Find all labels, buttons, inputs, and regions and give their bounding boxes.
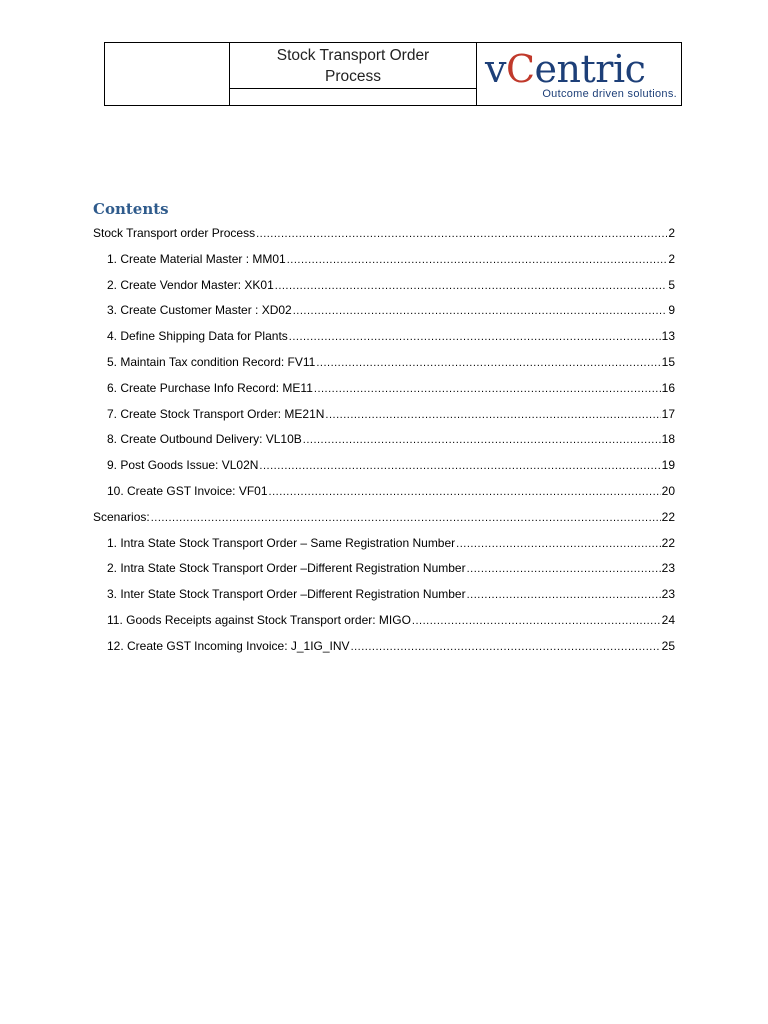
toc-entry[interactable] (93, 276, 675, 302)
toc-entry-page[interactable]: 2 (668, 226, 675, 240)
toc-entry-page[interactable]: 19 (661, 458, 675, 473)
document-title-line2: Process (325, 67, 381, 85)
toc-entry[interactable] (93, 611, 675, 637)
toc-dot-leader (275, 278, 668, 294)
toc-entry[interactable] (93, 559, 675, 585)
toc-entry-title[interactable]: 1. Intra State Stock Transport Order – Same Registration Number (107, 535, 456, 550)
toc-entry-page[interactable]: 15 (661, 354, 675, 369)
document-title (230, 43, 476, 89)
toc-entry-title[interactable]: 5. Maintain Tax condition Record: FV11 (107, 354, 316, 369)
toc-dot-leader (325, 407, 660, 423)
toc-entry[interactable] (93, 456, 675, 482)
toc-entry[interactable] (93, 508, 675, 534)
toc-entry[interactable] (93, 224, 675, 250)
toc-entry[interactable] (93, 353, 675, 379)
toc-entry-title[interactable]: Scenarios: (93, 509, 150, 524)
toc-dot-leader (412, 613, 661, 629)
toc-dot-leader (259, 458, 660, 474)
toc-entry-title[interactable]: 10. Create GST Invoice: VF01 (107, 483, 268, 498)
toc-dot-leader (467, 561, 661, 577)
toc-entry[interactable] (93, 405, 675, 431)
toc-entry-page[interactable]: 23 (661, 561, 675, 576)
toc-entry-title[interactable]: 9. Post Goods Issue: VL02N (107, 458, 259, 473)
toc-dot-leader (269, 484, 661, 500)
toc-entry[interactable] (93, 534, 675, 560)
toc-entry-page[interactable]: 2 (668, 251, 675, 266)
toc-entry-title[interactable]: 12. Create GST Incoming Invoice: J_1IG_INV (107, 638, 350, 653)
toc-entry-title[interactable]: 3. Create Customer Master : XD02 (107, 303, 292, 318)
logo-part2: entric (534, 47, 646, 91)
toc-dot-leader (314, 381, 661, 397)
contents-heading: Contents (93, 200, 169, 218)
toc-entry-page[interactable]: 13 (661, 329, 675, 344)
toc-entry-page[interactable]: 25 (661, 638, 675, 653)
toc-dot-leader (287, 252, 668, 268)
toc-entry-page[interactable]: 16 (661, 380, 675, 395)
toc-entry[interactable] (93, 250, 675, 276)
toc-entry-page[interactable]: 5 (668, 277, 675, 292)
toc-entry-title[interactable]: 1. Create Material Master : MM01 (107, 251, 286, 266)
header-empty-cell (105, 43, 230, 105)
toc-dot-leader (289, 329, 661, 345)
vcentric-logo (477, 43, 681, 105)
toc-entry-page[interactable]: 9 (668, 303, 675, 318)
logo-tagline: Outcome driven solutions. (542, 88, 677, 100)
toc-entry[interactable] (93, 482, 675, 508)
toc-dot-leader (316, 355, 660, 371)
toc-entry-page[interactable]: 22 (661, 509, 675, 524)
document-title-line1: Stock Transport Order (276, 46, 430, 64)
toc-dot-leader (456, 536, 660, 552)
toc-entry-title[interactable]: 7. Create Stock Transport Order: ME21N (107, 406, 325, 421)
toc-entry-title[interactable]: 3. Inter State Stock Transport Order –Different Registration Number (107, 587, 466, 602)
toc-dot-leader (351, 639, 661, 655)
toc-entry-page[interactable]: 18 (661, 432, 675, 447)
toc-dot-leader (293, 303, 668, 319)
toc-entry[interactable] (93, 637, 675, 663)
logo-c-letter: C (505, 47, 535, 91)
toc-entry-title[interactable]: Stock Transport order Process (93, 226, 256, 240)
toc-dot-leader (256, 226, 667, 242)
header-title-cell (230, 43, 477, 105)
toc-dot-leader (467, 587, 661, 603)
toc-entry-page[interactable]: 17 (661, 406, 675, 421)
toc-entry-title[interactable]: 8. Create Outbound Delivery: VL10B (107, 432, 302, 447)
toc-entry[interactable] (93, 585, 675, 611)
header-subcell (230, 89, 476, 105)
toc-entry-page[interactable]: 23 (661, 587, 675, 602)
toc-entry[interactable] (93, 430, 675, 456)
toc-entry[interactable] (93, 327, 675, 353)
toc-entry-page[interactable]: 24 (661, 612, 675, 627)
table-of-contents (93, 224, 675, 663)
toc-entry-title[interactable]: 11. Goods Receipts against Stock Transport order: MIGO (107, 612, 411, 627)
toc-entry[interactable] (93, 301, 675, 327)
toc-entry-title[interactable]: 4. Define Shipping Data for Plants (107, 329, 288, 344)
toc-dot-leader (151, 510, 661, 526)
toc-entry-title[interactable]: 2. Create Vendor Master: XK01 (107, 277, 274, 292)
logo-part1: v (485, 47, 506, 91)
toc-entry-title[interactable]: 6. Create Purchase Info Record: ME11 (107, 380, 313, 395)
toc-entry[interactable] (93, 379, 675, 405)
toc-dot-leader (303, 432, 661, 448)
document-header (104, 42, 682, 106)
logo-wordmark (485, 47, 645, 91)
toc-entry-page[interactable]: 22 (661, 535, 675, 550)
toc-entry-title[interactable]: 2. Intra State Stock Transport Order –Different Registration Number (107, 561, 466, 576)
toc-entry-page[interactable]: 20 (661, 483, 675, 498)
